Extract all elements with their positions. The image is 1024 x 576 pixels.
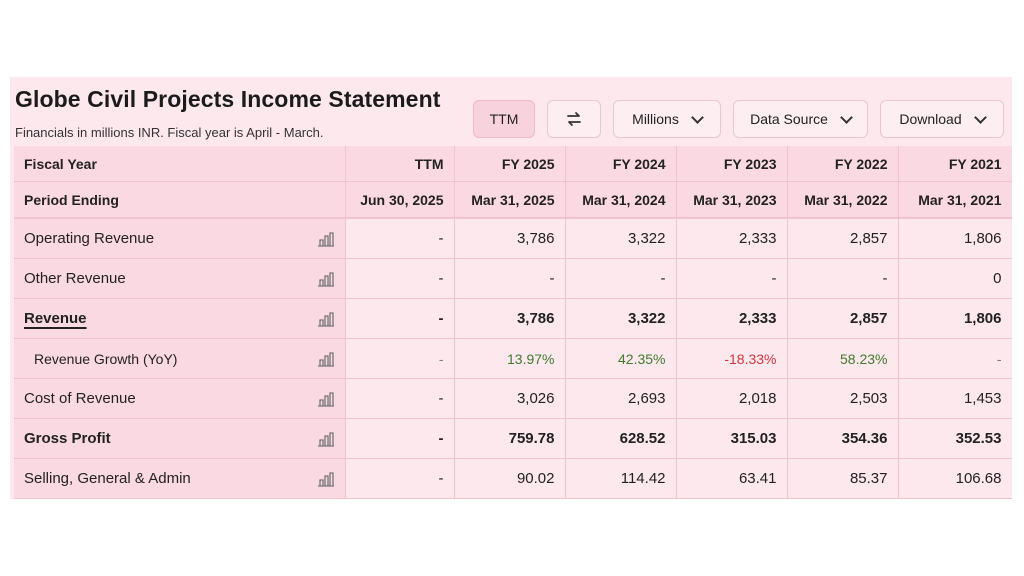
- table-cell: -18.33%: [676, 339, 787, 379]
- row-label-cell: [14, 218, 345, 259]
- table-cell: -: [454, 259, 565, 299]
- bar-chart-icon[interactable]: [317, 391, 335, 407]
- chevron-down-icon: [840, 111, 853, 124]
- swap-button[interactable]: [547, 100, 601, 138]
- data-source-dropdown[interactable]: [733, 100, 868, 138]
- units-dropdown-label: Millions: [632, 111, 679, 127]
- column-header[interactable]: FY 2021: [898, 146, 1012, 182]
- download-dropdown[interactable]: [880, 100, 1004, 138]
- table-cell: -: [345, 299, 454, 339]
- header-row-fiscal-year: [14, 146, 1012, 182]
- table-cell: -: [898, 339, 1012, 379]
- column-header[interactable]: FY 2025: [454, 146, 565, 182]
- table-row: [14, 218, 1012, 259]
- table-cell: -: [565, 259, 676, 299]
- table-row: [14, 299, 1012, 339]
- table-row: [14, 419, 1012, 459]
- income-statement-panel: [10, 77, 1012, 499]
- table-cell: 3,786: [454, 218, 565, 259]
- column-header: Mar 31, 2024: [565, 182, 676, 219]
- table-row: [14, 459, 1012, 499]
- table-row: [14, 339, 1012, 379]
- table-cell: 3,322: [565, 218, 676, 259]
- table-cell: 352.53: [898, 419, 1012, 459]
- ttm-button[interactable]: [473, 100, 535, 138]
- row-label: Other Revenue: [24, 270, 126, 287]
- row-label-cell: [14, 259, 345, 299]
- table-cell: 3,786: [454, 299, 565, 339]
- table-cell: -: [345, 259, 454, 299]
- column-header: Fiscal Year: [14, 146, 345, 182]
- table-cell: -: [345, 339, 454, 379]
- table-cell: 2,333: [676, 299, 787, 339]
- table-cell: 1,806: [898, 218, 1012, 259]
- column-header: Jun 30, 2025: [345, 182, 454, 219]
- bar-chart-icon[interactable]: [317, 471, 335, 487]
- bar-chart-icon[interactable]: [317, 271, 335, 287]
- download-dropdown-label: Download: [899, 111, 962, 127]
- swap-arrows-icon: [565, 111, 583, 127]
- row-label-cell: [14, 339, 345, 379]
- bar-chart-icon[interactable]: [317, 311, 335, 327]
- row-label-cell: [14, 299, 345, 339]
- table-cell: -: [345, 419, 454, 459]
- table-cell: 0: [898, 259, 1012, 299]
- column-header[interactable]: FY 2023: [676, 146, 787, 182]
- ttm-button-label: TTM: [489, 111, 519, 127]
- table-row: [14, 259, 1012, 299]
- header-row-period-ending: [14, 182, 1012, 219]
- page-subtitle: Financials in millions INR. Fiscal year is April - March.: [15, 125, 324, 140]
- row-label: Revenue Growth (YoY): [34, 350, 178, 367]
- column-header[interactable]: FY 2022: [787, 146, 898, 182]
- table-cell: 2,857: [787, 299, 898, 339]
- table-cell: 315.03: [676, 419, 787, 459]
- table-cell: 3,026: [454, 379, 565, 419]
- bar-chart-icon[interactable]: [317, 431, 335, 447]
- table-cell: 2,018: [676, 379, 787, 419]
- column-header: Period Ending: [14, 182, 345, 219]
- table-cell: 354.36: [787, 419, 898, 459]
- table-cell: 628.52: [565, 419, 676, 459]
- row-label: Cost of Revenue: [24, 390, 136, 407]
- row-label-cell: [14, 379, 345, 419]
- column-header[interactable]: FY 2024: [565, 146, 676, 182]
- table-cell: 2,693: [565, 379, 676, 419]
- bar-chart-icon[interactable]: [317, 231, 335, 247]
- row-label: Gross Profit: [24, 430, 111, 447]
- table-cell: 2,857: [787, 218, 898, 259]
- column-header[interactable]: TTM: [345, 146, 454, 182]
- column-header: Mar 31, 2023: [676, 182, 787, 219]
- table-cell: 42.35%: [565, 339, 676, 379]
- units-dropdown[interactable]: [613, 100, 721, 138]
- row-label-cell: [14, 459, 345, 499]
- chevron-down-icon: [691, 111, 704, 124]
- chevron-down-icon: [974, 111, 987, 124]
- row-label: Operating Revenue: [24, 230, 155, 247]
- table-cell: 63.41: [676, 459, 787, 499]
- column-header: Mar 31, 2025: [454, 182, 565, 219]
- income-statement-table: [14, 146, 1012, 499]
- bar-chart-icon[interactable]: [317, 351, 335, 367]
- row-label[interactable]: Revenue: [24, 310, 87, 327]
- column-header: Mar 31, 2021: [898, 182, 1012, 219]
- table-row: [14, 379, 1012, 419]
- table-cell: -: [787, 259, 898, 299]
- table-cell: -: [345, 379, 454, 419]
- page-title: Globe Civil Projects Income Statement: [15, 86, 441, 112]
- table-cell: -: [345, 218, 454, 259]
- table-cell: 3,322: [565, 299, 676, 339]
- table-cell: 106.68: [898, 459, 1012, 499]
- table-cell: -: [345, 459, 454, 499]
- table-cell: 2,333: [676, 218, 787, 259]
- row-label: Selling, General & Admin: [24, 470, 191, 487]
- table-cell: 114.42: [565, 459, 676, 499]
- column-header: Mar 31, 2022: [787, 182, 898, 219]
- table-cell: 2,503: [787, 379, 898, 419]
- table-cell: 90.02: [454, 459, 565, 499]
- table-cell: 58.23%: [787, 339, 898, 379]
- table-cell: 85.37: [787, 459, 898, 499]
- data-source-dropdown-label: Data Source: [750, 111, 828, 127]
- table-cell: 1,806: [898, 299, 1012, 339]
- table-cell: 1,453: [898, 379, 1012, 419]
- table-cell: -: [676, 259, 787, 299]
- table-cell: 13.97%: [454, 339, 565, 379]
- row-label-cell: [14, 419, 345, 459]
- table-cell: 759.78: [454, 419, 565, 459]
